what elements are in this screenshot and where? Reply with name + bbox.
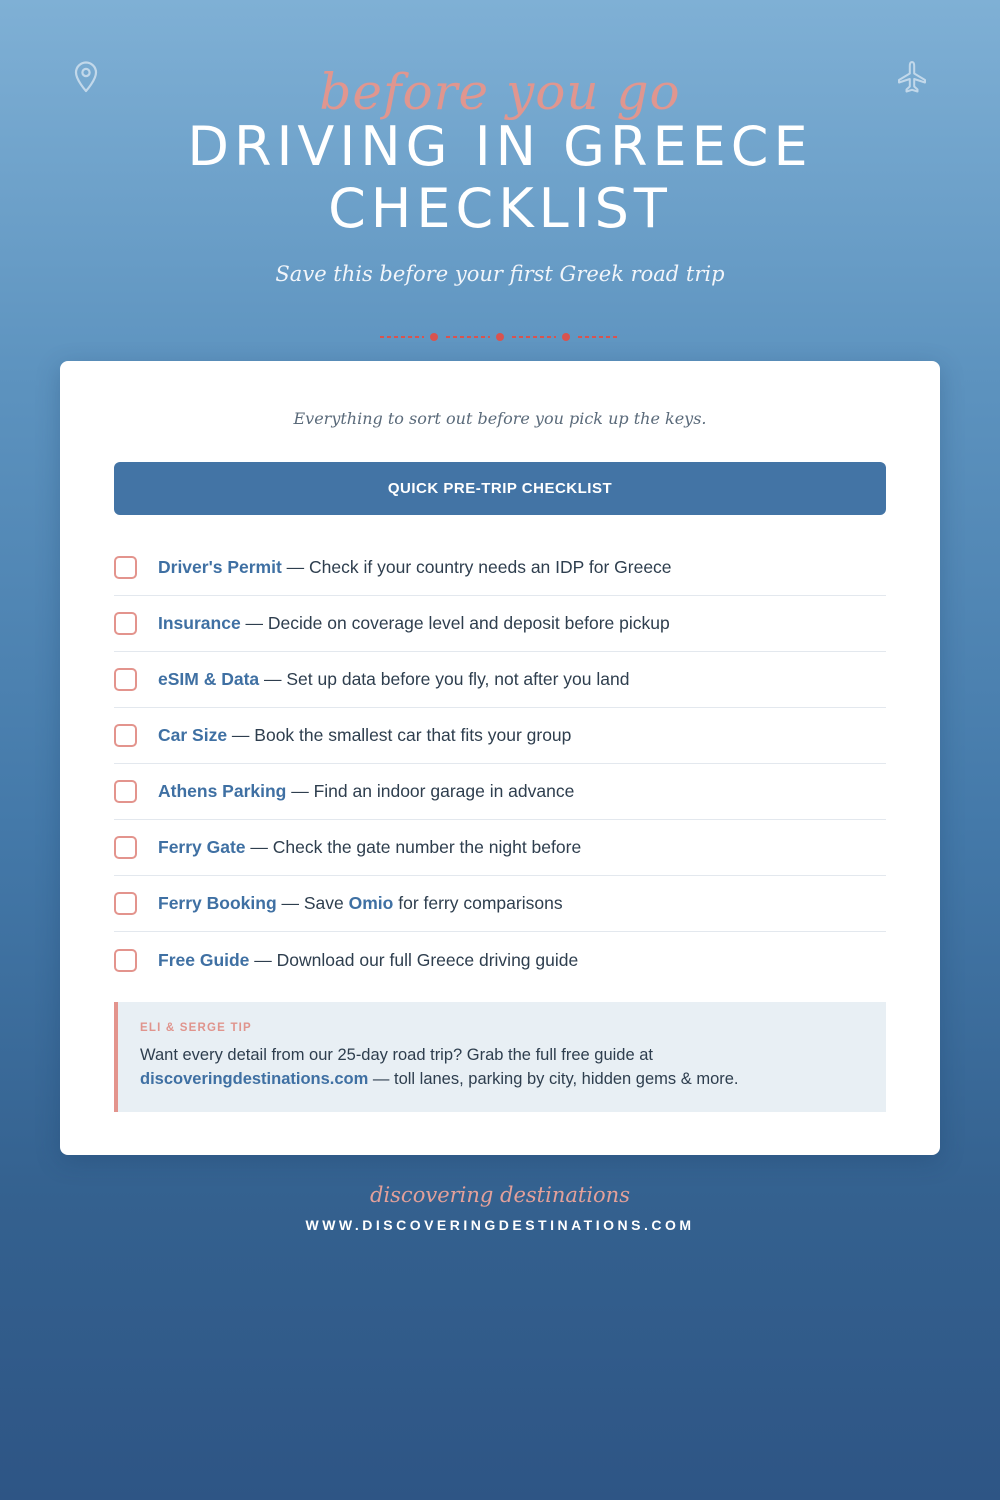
- checkbox[interactable]: [114, 724, 137, 747]
- item-title: Ferry Gate: [158, 837, 246, 857]
- item-separator: —: [245, 837, 273, 857]
- item-description: Book the smallest car that fits your group: [254, 725, 572, 745]
- checkbox[interactable]: [114, 836, 137, 859]
- checkbox[interactable]: [114, 556, 137, 579]
- checklist: [114, 540, 886, 988]
- omio-link[interactable]: Omio: [348, 893, 394, 913]
- item-description-end: for ferry comparisons: [393, 893, 563, 913]
- checklist-item: [114, 596, 886, 652]
- tip-text-end: — toll lanes, parking by city, hidden gems & more.: [368, 1070, 739, 1088]
- guide-link[interactable]: discoveringdestinations.com: [140, 1070, 369, 1088]
- checkbox[interactable]: [114, 668, 137, 691]
- title-line-2: CHECKLIST: [328, 177, 672, 240]
- page-title: [0, 116, 1000, 240]
- tip-text-start: Want every detail from our 25-day road trip? Grab the full free guide at: [140, 1046, 653, 1064]
- item-separator: —: [286, 781, 314, 801]
- item-title: Ferry Booking: [158, 893, 277, 913]
- checklist-item-text: [158, 950, 578, 971]
- checklist-item: [114, 652, 886, 708]
- checklist-item-text: [158, 613, 670, 634]
- checklist-card: [60, 361, 940, 1155]
- item-separator: —: [259, 669, 287, 689]
- item-separator: —: [276, 893, 304, 913]
- tip-label: ELI & SERGE TIP: [140, 1022, 252, 1034]
- item-description: Find an indoor garage in advance: [313, 781, 575, 801]
- item-title: Athens Parking: [158, 781, 287, 801]
- checklist-item: [114, 932, 886, 988]
- checklist-item-text: [158, 725, 571, 746]
- checkbox[interactable]: [114, 780, 137, 803]
- script-heading: before you go: [319, 63, 681, 121]
- item-description: Decide on coverage level and deposit before pickup: [267, 613, 670, 633]
- card-intro: Everything to sort out before you pick up the keys.: [293, 409, 707, 428]
- item-title: Free Guide: [158, 949, 250, 970]
- item-description: Set up data before you fly, not after you land: [286, 669, 630, 689]
- item-separator: —: [227, 725, 255, 745]
- tip-box: [114, 1002, 886, 1112]
- item-separator: —: [249, 949, 277, 970]
- footer-brand: discovering destinations: [370, 1183, 630, 1207]
- tip-text: [140, 1043, 866, 1091]
- dotted-divider: [380, 330, 620, 342]
- title-line-1: DRIVING IN GREECE: [187, 115, 813, 178]
- checklist-header: QUICK PRE-TRIP CHECKLIST: [114, 462, 886, 515]
- item-separator: —: [281, 557, 310, 577]
- checklist-item-text: [158, 781, 574, 802]
- checklist-item-text: [158, 893, 563, 914]
- checklist-item-text: [158, 837, 581, 858]
- item-description: Download our full Greece driving guide: [276, 949, 579, 970]
- footer: [0, 1183, 1000, 1233]
- checkbox[interactable]: [114, 949, 137, 972]
- header: [0, 62, 1000, 286]
- checklist-item-text: [158, 557, 672, 578]
- item-description-start: Save: [303, 893, 349, 913]
- checklist-item-text: [158, 669, 629, 690]
- checkbox[interactable]: [114, 612, 137, 635]
- item-title: Driver's Permit: [158, 557, 282, 577]
- item-description: Check the gate number the night before: [272, 837, 582, 857]
- item-title: eSIM & Data: [158, 669, 260, 689]
- page-subtitle: Save this before your first Greek road trip: [275, 262, 725, 286]
- checklist-item: [114, 820, 886, 876]
- item-description: Check if your country needs an IDP for Greece: [309, 557, 672, 577]
- checklist-item: [114, 764, 886, 820]
- checkbox[interactable]: [114, 892, 137, 915]
- checklist-item: [114, 876, 886, 932]
- checklist-item: [114, 708, 886, 764]
- item-title: Insurance: [158, 613, 241, 633]
- item-title: Car Size: [158, 725, 228, 745]
- item-separator: —: [240, 613, 268, 633]
- footer-url[interactable]: WWW.DISCOVERINGDESTINATIONS.COM: [305, 1217, 695, 1233]
- checklist-item: [114, 540, 886, 596]
